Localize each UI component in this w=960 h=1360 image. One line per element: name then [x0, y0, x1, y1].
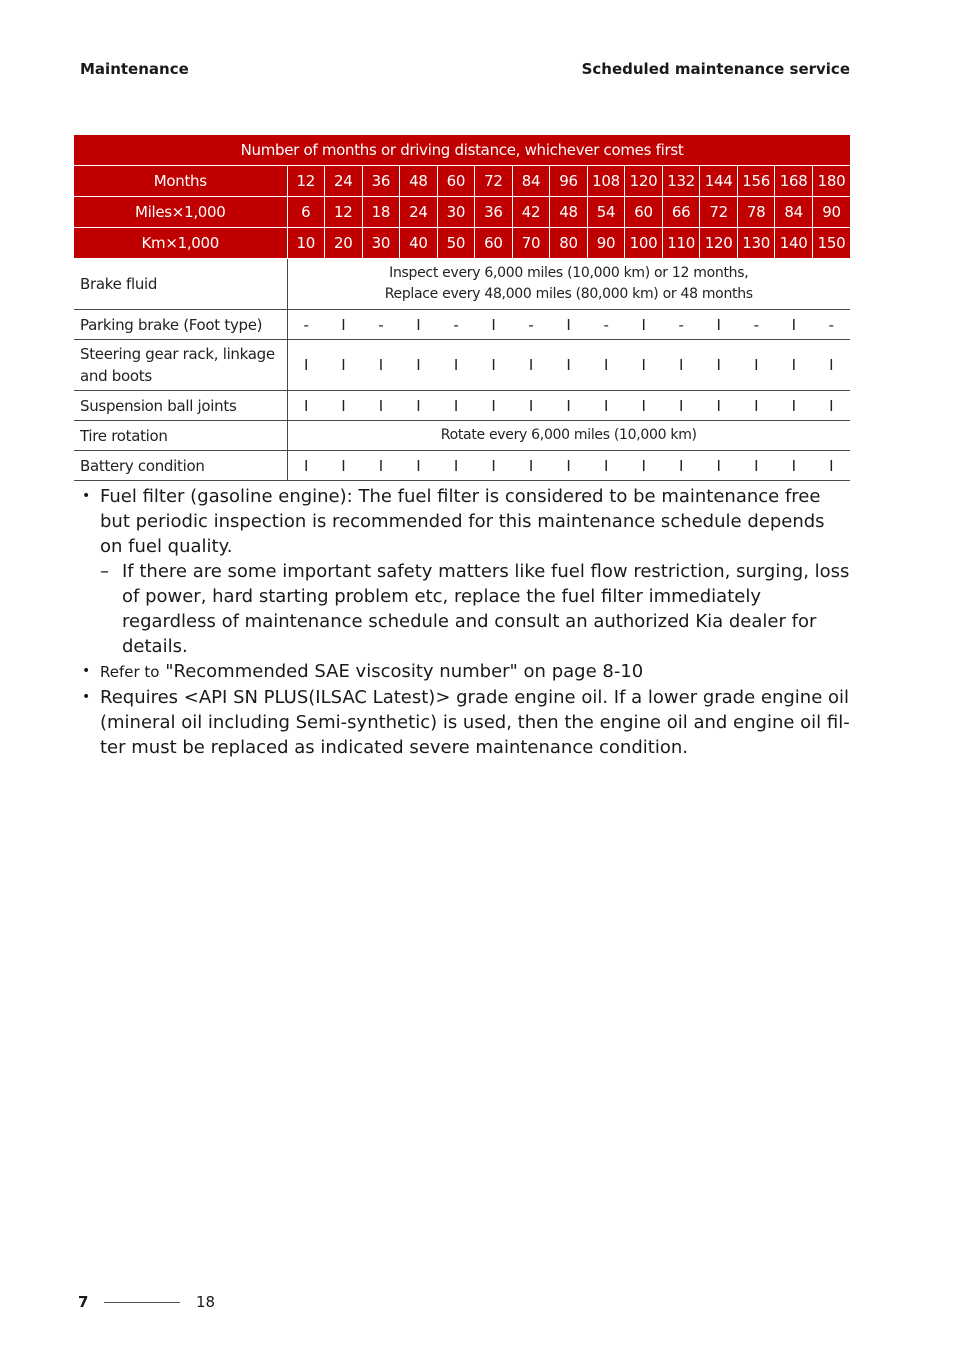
- suspension-row: [74, 391, 850, 421]
- battery-row: [74, 451, 850, 481]
- steering-cell: I: [287, 340, 325, 391]
- parking-brake-cell: -: [737, 310, 775, 340]
- parking-brake-cell: -: [662, 310, 700, 340]
- miles-cell: 66: [662, 197, 700, 228]
- tire-rotation-interval: Rotate every 6,000 miles (10,000 km): [287, 421, 850, 451]
- battery-label: Battery condition: [74, 451, 287, 481]
- parking-brake-cell: -: [812, 310, 850, 340]
- suspension-cell: I: [662, 391, 700, 421]
- fuel-filter-sublist: [100, 559, 852, 659]
- note-fuel-filter-sub: – If there are some important safety matters like fuel flow restriction, surging, loss of power, hard starting problem etc, replace the fuel filter immediately regardless of maintenance schedule and consult an authorized Kia dealer for details.: [100, 559, 852, 659]
- steering-cell: I: [775, 340, 813, 391]
- suspension-label: Suspension ball joints: [74, 391, 287, 421]
- table-title-row: [74, 135, 850, 166]
- months-cell: 144: [700, 166, 738, 197]
- steering-cell: I: [737, 340, 775, 391]
- battery-cell: I: [400, 451, 438, 481]
- notes-list: [82, 484, 852, 760]
- suspension-cell: I: [512, 391, 550, 421]
- months-cell: 24: [325, 166, 363, 197]
- battery-cell: I: [325, 451, 363, 481]
- km-cell: 70: [512, 228, 550, 259]
- suspension-cell: I: [287, 391, 325, 421]
- steering-cell: I: [587, 340, 625, 391]
- steering-label-line1: Steering gear rack, linkage: [80, 345, 275, 363]
- battery-cell: I: [775, 451, 813, 481]
- brake-fluid-line2: Replace every 48,000 miles (80,000 km) or 48 months: [384, 286, 753, 302]
- steering-row: [74, 340, 850, 391]
- steering-label: [74, 340, 287, 391]
- miles-cell: 6: [287, 197, 325, 228]
- miles-cell: 24: [400, 197, 438, 228]
- miles-cell: 90: [812, 197, 850, 228]
- miles-cell: 54: [587, 197, 625, 228]
- steering-cell: I: [550, 340, 588, 391]
- tire-rotation-label: Tire rotation: [74, 421, 287, 451]
- brake-fluid-line1: Inspect every 6,000 miles (10,000 km) or 12 months,: [389, 265, 749, 281]
- suspension-cell: I: [400, 391, 438, 421]
- miles-cell: 78: [737, 197, 775, 228]
- km-cell: 10: [287, 228, 325, 259]
- section-title: Maintenance: [80, 60, 189, 78]
- page-number: 18: [196, 1293, 216, 1311]
- steering-cell: I: [625, 340, 663, 391]
- parking-brake-cell: -: [287, 310, 325, 340]
- months-label: Months: [74, 166, 287, 197]
- parking-brake-cell: I: [550, 310, 588, 340]
- note-fuel-filter: [82, 484, 852, 659]
- suspension-cell: I: [475, 391, 513, 421]
- months-cell: 36: [362, 166, 400, 197]
- maintenance-schedule-table: [74, 135, 850, 481]
- km-cell: 130: [737, 228, 775, 259]
- battery-cell: I: [475, 451, 513, 481]
- km-cell: 40: [400, 228, 438, 259]
- miles-cell: 18: [362, 197, 400, 228]
- km-cell: 60: [475, 228, 513, 259]
- months-cell: 180: [812, 166, 850, 197]
- parking-brake-cell: -: [437, 310, 475, 340]
- km-cell: 110: [662, 228, 700, 259]
- parking-brake-cell: -: [512, 310, 550, 340]
- footer-divider: [104, 1302, 180, 1303]
- chapter-number: 7: [78, 1293, 89, 1311]
- steering-cell: I: [662, 340, 700, 391]
- miles-cell: 42: [512, 197, 550, 228]
- km-cell: 90: [587, 228, 625, 259]
- suspension-cell: I: [550, 391, 588, 421]
- suspension-cell: I: [325, 391, 363, 421]
- km-cell: 30: [362, 228, 400, 259]
- km-cell: 100: [625, 228, 663, 259]
- note-refer: [82, 659, 852, 685]
- steering-cell: I: [812, 340, 850, 391]
- battery-cell: I: [287, 451, 325, 481]
- months-cell: 120: [625, 166, 663, 197]
- km-label: Km×1,000: [74, 228, 287, 259]
- km-cell: 140: [775, 228, 813, 259]
- fuel-filter-text: Fuel filter (gasoline engine): The fuel filter is considered to be maintenance free but periodic inspection is recommended for this maintenance schedule depends on fuel quality.: [100, 486, 825, 557]
- miles-cell: 36: [475, 197, 513, 228]
- parking-brake-label: Parking brake (Foot type): [74, 310, 287, 340]
- steering-cell: I: [475, 340, 513, 391]
- battery-cell: I: [812, 451, 850, 481]
- battery-cell: I: [625, 451, 663, 481]
- parking-brake-cell: I: [775, 310, 813, 340]
- km-row: [74, 228, 850, 259]
- battery-cell: I: [550, 451, 588, 481]
- parking-brake-cell: -: [587, 310, 625, 340]
- miles-cell: 30: [437, 197, 475, 228]
- steering-cell: I: [512, 340, 550, 391]
- months-cell: 156: [737, 166, 775, 197]
- suspension-cell: I: [737, 391, 775, 421]
- battery-cell: I: [700, 451, 738, 481]
- parking-brake-cell: I: [475, 310, 513, 340]
- page-subtitle: Scheduled maintenance service: [581, 60, 850, 78]
- refer-prefix: Refer to: [100, 663, 160, 681]
- battery-cell: I: [362, 451, 400, 481]
- miles-cell: 48: [550, 197, 588, 228]
- months-cell: 12: [287, 166, 325, 197]
- parking-brake-cell: I: [700, 310, 738, 340]
- months-cell: 132: [662, 166, 700, 197]
- months-row: [74, 166, 850, 197]
- tire-rotation-row: [74, 421, 850, 451]
- steering-cell: I: [700, 340, 738, 391]
- suspension-cell: I: [625, 391, 663, 421]
- brake-fluid-label: Brake fluid: [74, 259, 287, 310]
- miles-row: [74, 197, 850, 228]
- months-cell: 72: [475, 166, 513, 197]
- battery-cell: I: [437, 451, 475, 481]
- months-cell: 96: [550, 166, 588, 197]
- steering-cell: I: [325, 340, 363, 391]
- suspension-cell: I: [775, 391, 813, 421]
- parking-brake-cell: I: [325, 310, 363, 340]
- months-cell: 168: [775, 166, 813, 197]
- battery-cell: I: [512, 451, 550, 481]
- miles-label: Miles×1,000: [74, 197, 287, 228]
- miles-cell: 84: [775, 197, 813, 228]
- suspension-cell: I: [362, 391, 400, 421]
- months-cell: 48: [400, 166, 438, 197]
- parking-brake-cell: -: [362, 310, 400, 340]
- parking-brake-cell: I: [400, 310, 438, 340]
- suspension-cell: I: [437, 391, 475, 421]
- refer-link: "Recommended SAE viscosity number" on page 8-10: [165, 661, 644, 682]
- suspension-cell: I: [587, 391, 625, 421]
- miles-cell: 12: [325, 197, 363, 228]
- steering-label-line2: and boots: [80, 367, 152, 385]
- steering-cell: I: [437, 340, 475, 391]
- suspension-cell: I: [700, 391, 738, 421]
- km-cell: 80: [550, 228, 588, 259]
- km-cell: 120: [700, 228, 738, 259]
- miles-cell: 60: [625, 197, 663, 228]
- parking-brake-cell: I: [625, 310, 663, 340]
- km-cell: 50: [437, 228, 475, 259]
- km-cell: 150: [812, 228, 850, 259]
- suspension-cell: I: [812, 391, 850, 421]
- steering-cell: I: [400, 340, 438, 391]
- note-requires: • Requires <API SN PLUS(ILSAC Latest)> grade engine oil. If a lower grade engine oil (mineral oil including Semi-synthetic) is used, then the engine oil and engine oil fil-ter must be replaced as indicated severe maintenance condition.: [82, 685, 852, 760]
- battery-cell: I: [662, 451, 700, 481]
- brake-fluid-row: [74, 259, 850, 310]
- brake-fluid-interval: [287, 259, 850, 310]
- table-title: Number of months or driving distance, whichever comes first: [74, 135, 850, 166]
- months-cell: 60: [437, 166, 475, 197]
- steering-cell: I: [362, 340, 400, 391]
- km-cell: 20: [325, 228, 363, 259]
- months-cell: 108: [587, 166, 625, 197]
- battery-cell: I: [737, 451, 775, 481]
- miles-cell: 72: [700, 197, 738, 228]
- battery-cell: I: [587, 451, 625, 481]
- parking-brake-row: [74, 310, 850, 340]
- months-cell: 84: [512, 166, 550, 197]
